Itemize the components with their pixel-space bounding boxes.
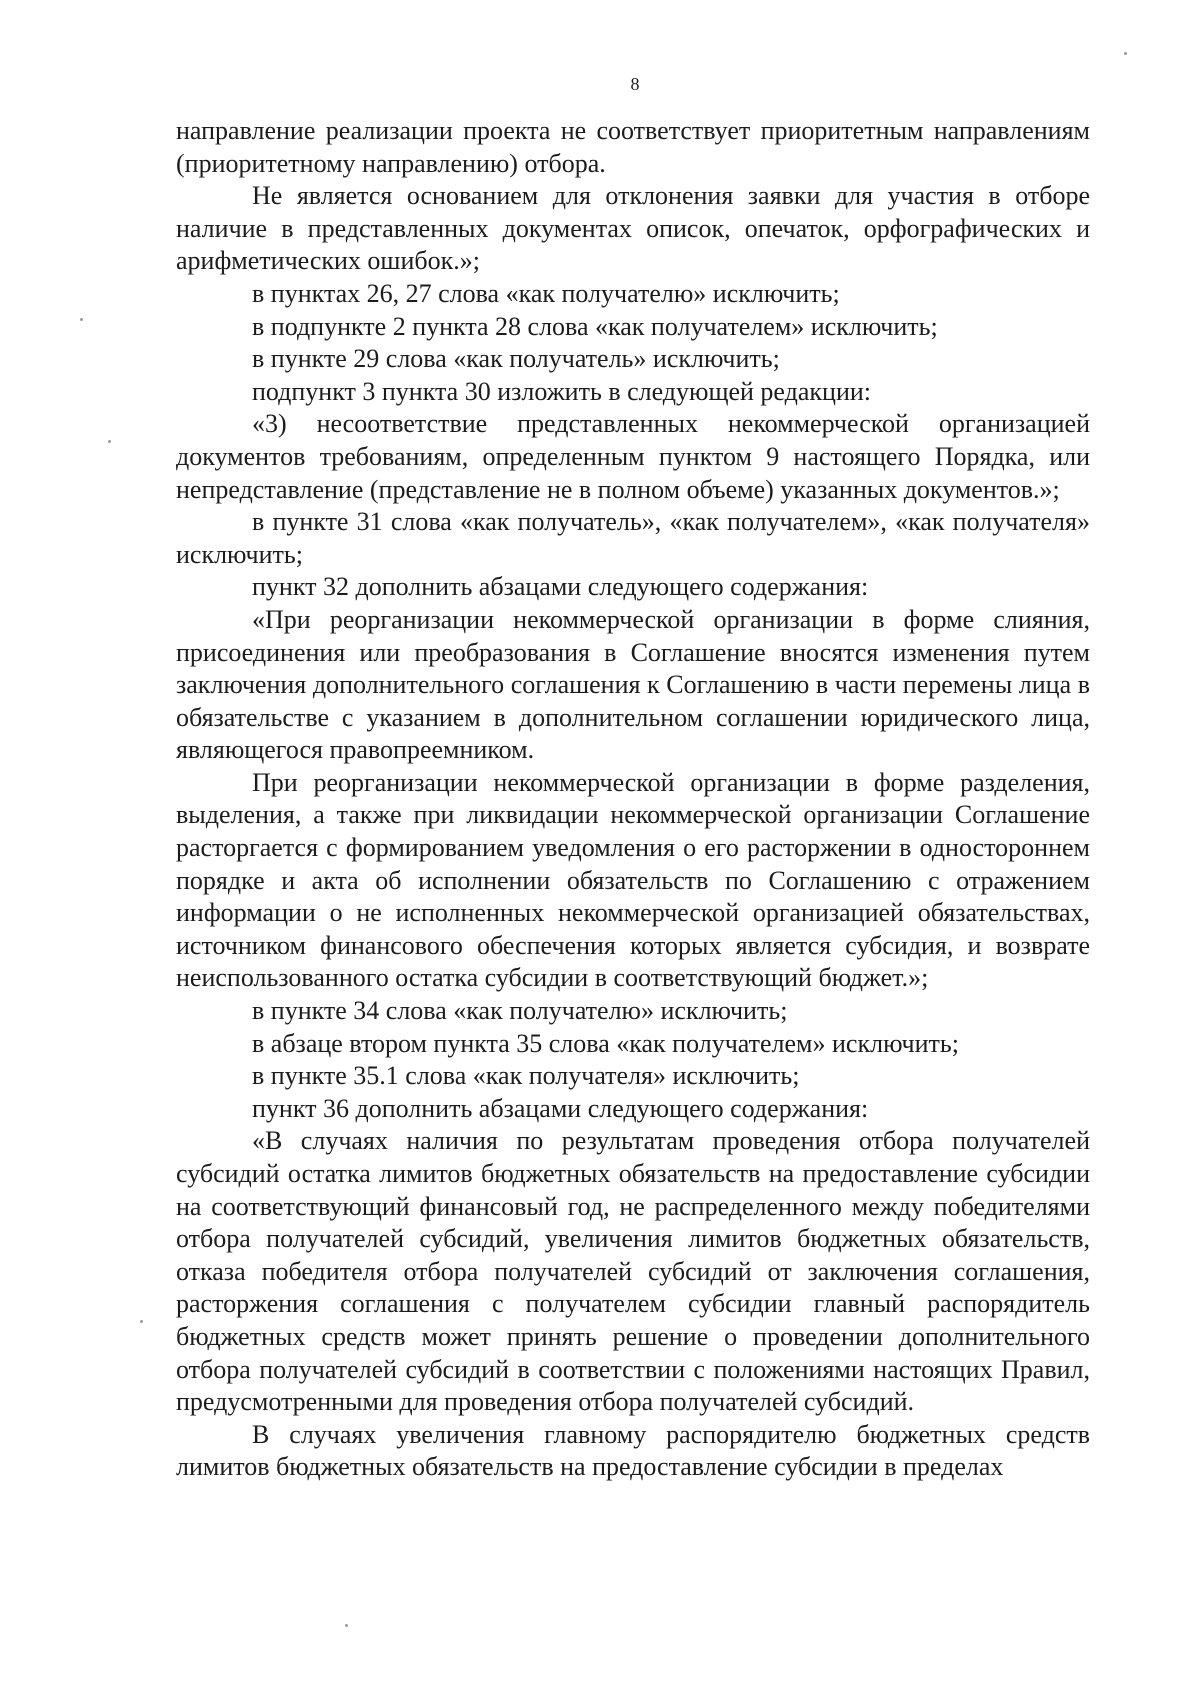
paragraph: в абзаце втором пункта 35 слова «как получателем» исключить; xyxy=(252,1028,959,1058)
paragraph: в пунктах 26, 27 слова «как получателю» исключить; xyxy=(252,278,840,308)
scan-speck xyxy=(345,1624,348,1627)
paragraph: подпункт 3 пункта 30 изложить в следующей редакции: xyxy=(252,376,871,406)
scan-speck xyxy=(140,1320,143,1323)
paragraph: пункт 36 дополнить абзацами следующего содержания: xyxy=(252,1093,869,1123)
paragraph: «В случаях наличия по результатам проведения отбора получателей субсидий остатка лимитов бюджетных обязательств на предоставление субсидии на соответствующий финансовый год, не распределенного между победителями отбора получателей субсидий, увеличения лимитов бюджетных обязательств, отказа победителя отбора получателей субсидий от заключения соглашения, расторжения соглашения с получателем субсидии главный распорядитель бюджетных средств может принять решение о проведении дополнительного отбора получателей субсидий в соответствии с положениями настоящих Правил, предусмотренными для проведения отбора получателей субсидий. xyxy=(176,1126,1090,1417)
paragraph: При реорганизации некоммерческой организации в форме разделения, выделения, а также при ликвидации некоммерческой организации Соглашение расторгается с формированием уведомления о его расторжении в одностороннем порядке и акта об исполнении обязательств по Соглашению с отражением информации о не исполненных некоммерческой организацией обязательствах, источником финансового обеспечения которых является субсидия, и возврате неиспользованного остатка субсидии в соответствующий бюджет.»; xyxy=(176,767,1090,993)
body-text xyxy=(176,115,1090,1484)
paragraph: В случаях увеличения главному распорядителю бюджетных средств лимитов бюджетных обязательств на предоставление субсидии в пределах xyxy=(176,1419,1090,1482)
paragraph: в пункте 29 слова «как получатель» исключить; xyxy=(252,344,780,374)
paragraph: «3) несоответствие представленных некоммерческой организацией документов требованиям, определенным пунктом 9 настоящего Порядка, или непредставление (представление не в полном объеме) указанных документов.»; xyxy=(176,409,1090,504)
page-number: 8 xyxy=(630,74,640,94)
scan-speck xyxy=(80,318,83,321)
scan-speck xyxy=(1124,52,1127,55)
paragraph: пункт 32 дополнить абзацами следующего содержания: xyxy=(252,572,869,602)
paragraph: в пункте 34 слова «как получателю» исключить; xyxy=(252,996,788,1026)
scan-speck xyxy=(108,440,111,443)
paragraph: в подпункте 2 пункта 28 слова «как получателем» исключить; xyxy=(252,311,938,341)
paragraph: направление реализации проекта не соответствует приоритетным направлениям (приоритетному направлению) отбора. xyxy=(176,116,1090,178)
paragraph: в пункте 35.1 слова «как получателя» исключить; xyxy=(252,1061,800,1091)
paragraph: «При реорганизации некоммерческой организации в форме слияния, присоединения или преобразования в Соглашение вносятся изменения путем заключения дополнительного соглашения к Соглашению в части перемены лица в обязательстве с указанием в дополнительном соглашении юридического лица, являющегося правопреемником. xyxy=(176,604,1090,765)
paragraph: Не является основанием для отклонения заявки для участия в отборе наличие в представленных документах описок, опечаток, орфографических и арифметических ошибок.»; xyxy=(176,181,1090,276)
paragraph: в пункте 31 слова «как получатель», «как получателем», «как получателя» исключить; xyxy=(176,507,1090,569)
